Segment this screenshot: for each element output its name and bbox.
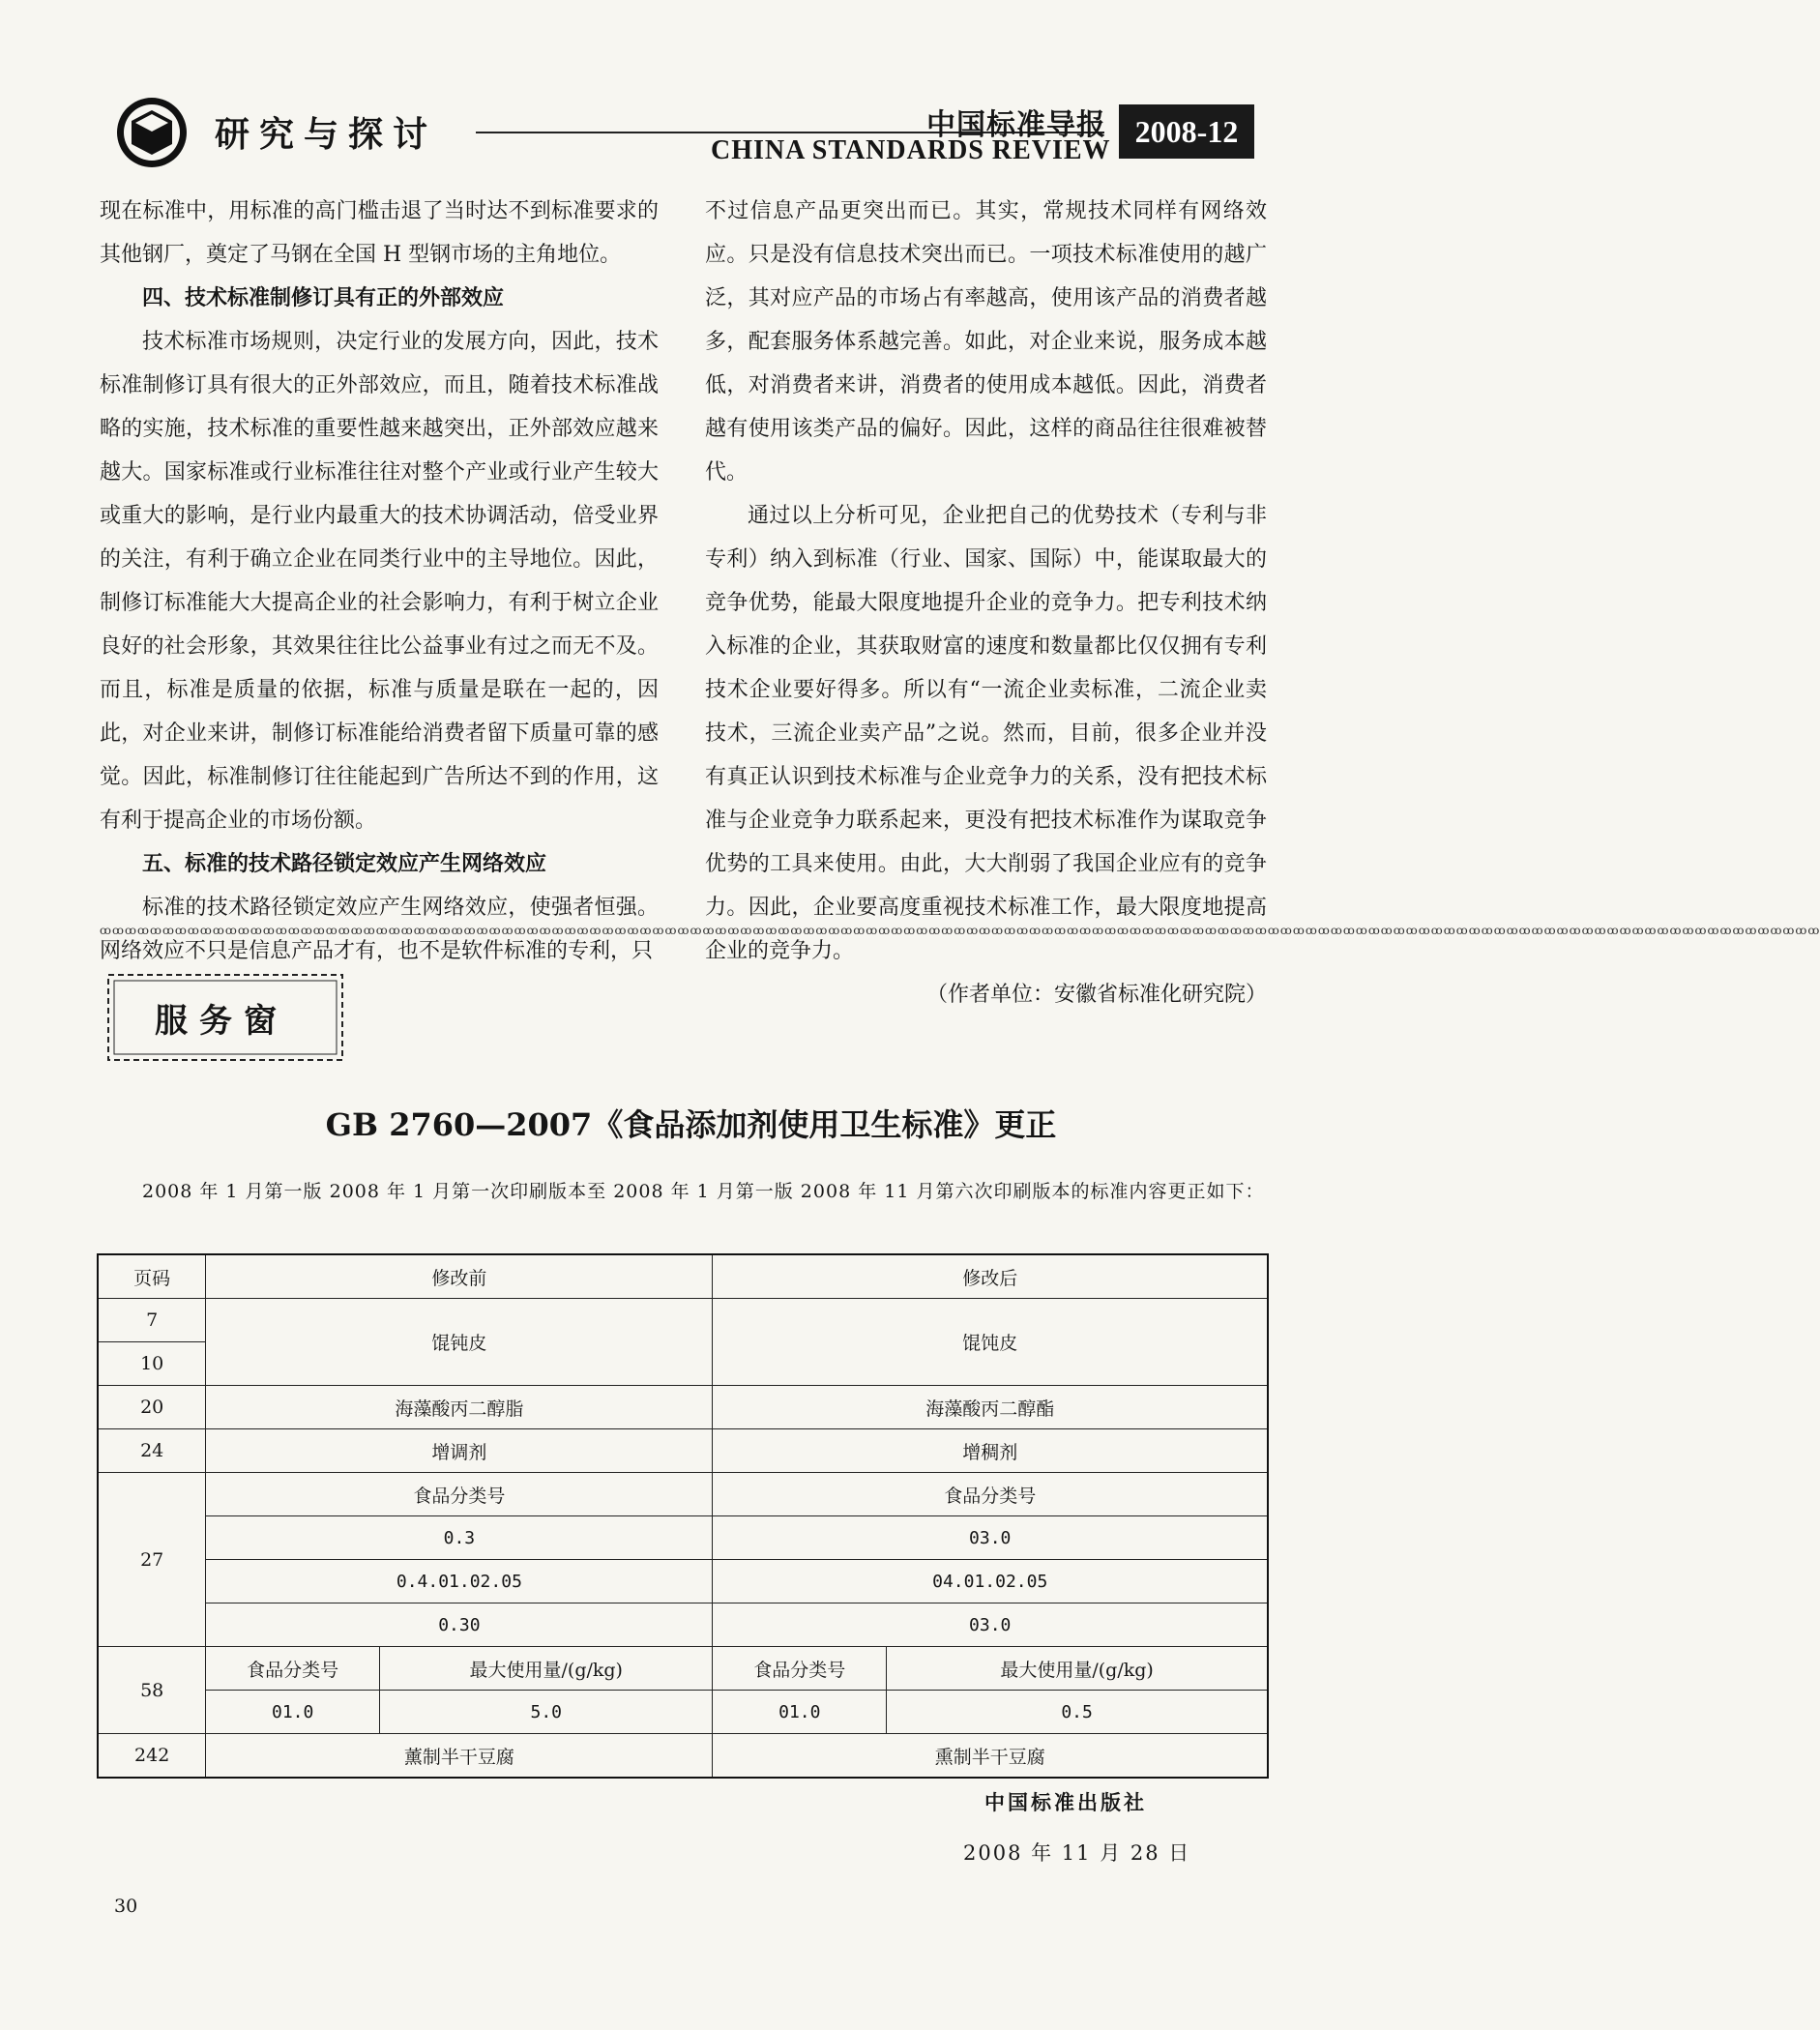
table-cell: 04.01.02.05: [713, 1560, 1268, 1603]
journal-name-en: CHINA STANDARDS REVIEW: [711, 135, 1111, 165]
table-cell: 0.3: [206, 1516, 713, 1560]
author-text: （作者单位：安徽省标准化研究院）: [925, 983, 1267, 1007]
table-cell: 馄钝皮: [206, 1299, 713, 1386]
article-column-right: [705, 190, 1267, 1016]
table-header-cell: 修改前: [206, 1254, 713, 1299]
table-row: [98, 1429, 1268, 1473]
table-cell: 食品分类号: [713, 1473, 1268, 1516]
table-cell: 0.4.01.02.05: [206, 1560, 713, 1603]
table-cell: 27: [98, 1473, 206, 1647]
section-tag: 研究与探讨: [215, 115, 438, 155]
table-row: [98, 1516, 1268, 1560]
table-row: [98, 1603, 1268, 1647]
table-cell: 242: [98, 1734, 206, 1779]
table-row: [98, 1386, 1268, 1429]
ornamental-divider: ꝏꝏꝏꝏꝏꝏꝏꝏꝏꝏꝏꝏꝏꝏꝏꝏꝏꝏꝏꝏꝏꝏꝏꝏꝏꝏꝏꝏꝏꝏꝏꝏꝏꝏꝏꝏꝏꝏꝏꝏꝏꝏꝏꝏꝏꝏꝏꝏꝏꝏꝏꝏꝏꝏꝏꝏꝏꝏꝏꝏꝏꝏꝏꝏꝏꝏꝏꝏꝏꝏꝏꝏꝏꝏꝏꝏꝏꝏꝏꝏꝏꝏꝏꝏꝏꝏꝏꝏꝏꝏꝏꝏꝏꝏꝏꝏꝏꝏꝏꝏꝏꝏꝏꝏꝏꝏꝏꝏꝏꝏꝏꝏꝏꝏꝏꝏꝏꝏꝏꝏꝏꝏꝏꝏꝏꝏꝏꝏꝏꝏꝏꝏꝏꝏꝏꝏꝏ: [100, 924, 1820, 937]
table-cell: 薰制半干豆腐: [206, 1734, 713, 1779]
table-cell: 0.30: [206, 1603, 713, 1647]
paragraph: 技术标准市场规则，决定行业的发展方向，因此，技术标准制修订具有很大的正外部效应，而且，随着技术标准战略的实施，技术标准的重要性越来越突出，正外部效应越来越大。国家标准或行业标准往往对整个产业或行业产生较大或重大的影响，是行业内最重大的技术协调活动，倍受业界的关注，有利于确立企业在同类行业中的主导地位。因此，制修订标准能大大提高企业的社会影响力，有利于树立企业良好的社会形象，其效果往往比公益事业有过之而无不及。而且，标准是质量的依据，标准与质量是联在一起的，因此，对企业来讲，制修订标准能给消费者留下质量可靠的感觉。因此，标准制修订往往能起到广告所达不到的作用，这有利于提高企业的市场份额。: [100, 330, 659, 833]
service-window-title: 服务窗: [155, 1002, 288, 1041]
table-cell: 海藻酸丙二醇脂: [206, 1386, 713, 1429]
table-header-cell: 页码: [98, 1254, 206, 1299]
table-cell: 0.5: [887, 1691, 1268, 1734]
table-row: [98, 1734, 1268, 1779]
table-row: [98, 1299, 1268, 1342]
section-logo-icon: [114, 95, 190, 170]
table-cell: 最大使用量/(g/kg): [380, 1647, 713, 1691]
article-column-left: [100, 190, 659, 973]
issue-badge: 2008-12: [1119, 104, 1254, 159]
table-row: [98, 1647, 1268, 1691]
paragraph: 标准的技术路径锁定效应产生网络效应，使强者恒强。网络效应不只是信息产品才有，也不是软件标准的专利，只: [100, 896, 659, 963]
paragraph: 通过以上分析可见，企业把自己的优势技术（专利与非专利）纳入到标准（行业、国家、国际）中，能谋取最大的竞争优势，能最大限度地提升企业的竞争力。把专利技术纳入标准的企业，其获取财富的速度和数量都比仅仅拥有专利技术企业要好得多。所以有“一流企业卖标准，二流企业卖技术，三流企业卖产品”之说。然而，目前，很多企业并没有真正认识到技术标准与企业竞争力的关系，没有把技术标准与企业竞争力联系起来，更没有把技术标准作为谋取竞争优势的工具来使用。由此，大大削弱了我国企业应有的竞争力。因此，企业要高度重视技术标准工作，最大限度地提高企业的竞争力。: [705, 504, 1267, 963]
paragraph: 不过信息产品更突出而已。其实，常规技术同样有网络效应。只是没有信息技术突出而已。一项技术标准使用的越广泛，其对应产品的市场占有率越高，使用该产品的消费者越多，配套服务体系越完善。如此，对企业来说，服务成本越低，对消费者来讲，消费者的使用成本越低。因此，消费者越有使用该类产品的偏好。因此，这样的商品往往很难被替代。: [705, 199, 1267, 485]
table-cell: 01.0: [206, 1691, 380, 1734]
table-header-row: [98, 1254, 1268, 1299]
table-cell: 海藻酸丙二醇酯: [713, 1386, 1268, 1429]
table-cell: 熏制半干豆腐: [713, 1734, 1268, 1779]
page-number: 30: [114, 1896, 138, 1917]
table-header-cell: 修改后: [713, 1254, 1268, 1299]
table-cell: 03.0: [713, 1516, 1268, 1560]
table-cell: 食品分类号: [206, 1473, 713, 1516]
table-cell: 馄饨皮: [713, 1299, 1268, 1386]
table-cell: 03.0: [713, 1603, 1268, 1647]
table-cell: 食品分类号: [713, 1647, 887, 1691]
table-cell: 01.0: [713, 1691, 887, 1734]
section-heading: 四、技术标准制修订具有正的外部效应: [142, 286, 505, 310]
table-row: [98, 1560, 1268, 1603]
table-cell: 增稠剂: [713, 1429, 1268, 1473]
notice-title: GB 2760—2007《食品添加剂使用卫生标准》更正: [325, 1106, 1057, 1143]
table-cell: 20: [98, 1386, 206, 1429]
table-cell: 7: [98, 1299, 206, 1342]
table-row: [98, 1691, 1268, 1734]
table-cell: 5.0: [380, 1691, 713, 1734]
correction-table: [97, 1253, 1269, 1779]
table-cell: 24: [98, 1429, 206, 1473]
table-cell: 增调剂: [206, 1429, 713, 1473]
journal-name-cn: 中国标准导报: [926, 108, 1106, 142]
table-cell: 食品分类号: [206, 1647, 380, 1691]
author-affiliation: [705, 973, 1267, 1016]
table-cell: 10: [98, 1342, 206, 1386]
section-heading: 五、标准的技术路径锁定效应产生网络效应: [142, 852, 547, 876]
publication-date: 2008 年 11 月 28 日: [963, 1841, 1191, 1865]
publisher-name: 中国标准出版社: [984, 1790, 1147, 1814]
paragraph: 现在标准中，用标准的高门槛击退了当时达不到标准要求的其他钢厂，奠定了马钢在全国 H 型钢市场的主角地位。: [100, 199, 659, 267]
table-cell: 58: [98, 1647, 206, 1734]
notice-intro: 2008 年 1 月第一版 2008 年 1 月第一次印刷版本至 2008 年 1 月第一版 2008 年 11 月第六次印刷版本的标准内容更正如下：: [142, 1181, 1265, 1202]
table-cell: 最大使用量/(g/kg): [887, 1647, 1268, 1691]
table-row: [98, 1473, 1268, 1516]
